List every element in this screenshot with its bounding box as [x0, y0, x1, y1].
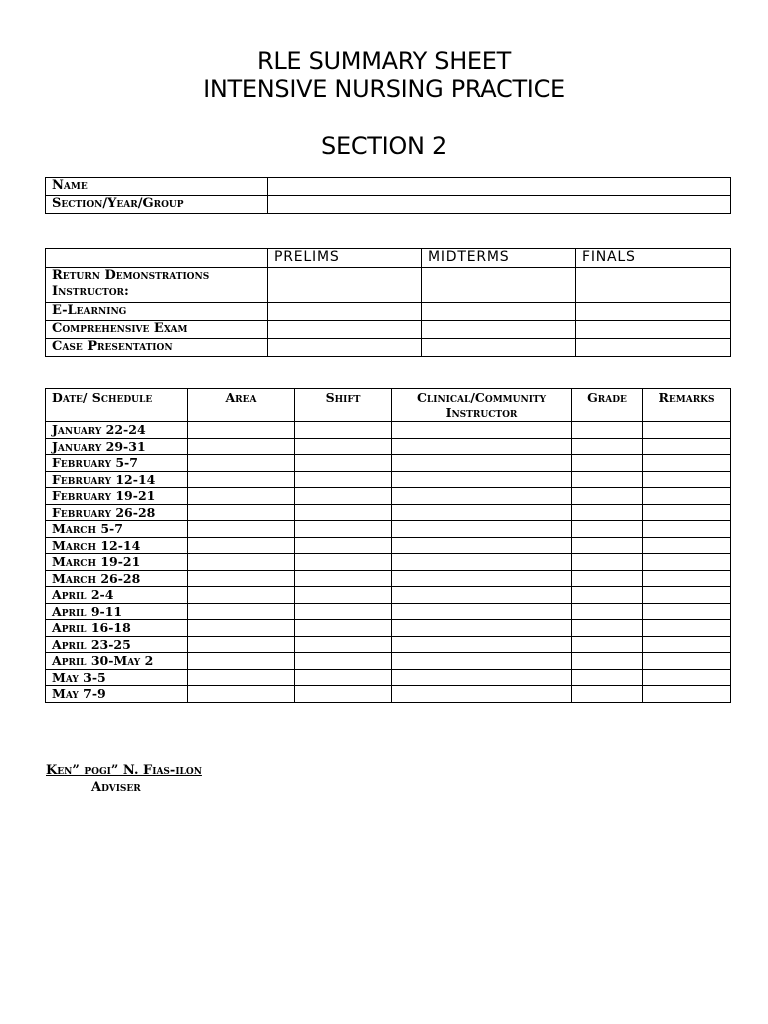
schedule-entry-cell[interactable] [392, 587, 572, 604]
schedule-date: March 26-28 [46, 570, 188, 587]
section-title: SECTION 2 [321, 132, 447, 160]
schedule-entry-cell[interactable] [572, 471, 643, 488]
schedule-date: March 5-7 [46, 521, 188, 538]
schedule-entry-cell[interactable] [572, 521, 643, 538]
schedule-entry-cell[interactable] [572, 570, 643, 587]
schedule-entry-cell[interactable] [392, 471, 572, 488]
schedule-entry-cell[interactable] [572, 603, 643, 620]
schedule-entry-cell[interactable] [188, 636, 295, 653]
schedule-entry-cell[interactable] [188, 471, 295, 488]
table-row [46, 455, 731, 472]
exam-column-header: MIDTERMS [422, 249, 576, 268]
schedule-date: April 30-May 2 [46, 653, 188, 670]
schedule-entry-cell[interactable] [295, 603, 392, 620]
table-row [46, 636, 731, 653]
schedule-entry-cell[interactable] [572, 504, 643, 521]
exam-grades-table [45, 248, 731, 357]
schedule-column-header: Shift [295, 389, 392, 422]
schedule-entry-cell[interactable] [295, 537, 392, 554]
schedule-entry-cell[interactable] [188, 620, 295, 637]
schedule-entry-cell[interactable] [572, 686, 643, 703]
exam-grade-cell[interactable] [268, 268, 422, 303]
schedule-column-header: Area [188, 389, 295, 422]
schedule-entry-cell[interactable] [188, 669, 295, 686]
schedule-date: April 16-18 [46, 620, 188, 637]
page-title: RLE SUMMARY SHEET [256, 47, 512, 75]
exam-row [46, 321, 731, 339]
schedule-table [45, 388, 731, 703]
schedule-column-header: Clinical/Community Instructor [392, 389, 572, 422]
schedule-entry-cell[interactable] [392, 537, 572, 554]
exam-grade-cell[interactable] [422, 321, 576, 339]
schedule-entry-cell[interactable] [643, 438, 731, 455]
schedule-date: April 23-25 [46, 636, 188, 653]
schedule-date: March 19-21 [46, 554, 188, 571]
exam-row [46, 268, 731, 303]
schedule-entry-cell[interactable] [188, 537, 295, 554]
table-row [46, 620, 731, 637]
schedule-entry-cell[interactable] [643, 422, 731, 439]
schedule-entry-cell[interactable] [572, 537, 643, 554]
exam-grade-cell[interactable] [576, 268, 731, 303]
exam-grade-cell[interactable] [268, 339, 422, 357]
schedule-date: March 12-14 [46, 537, 188, 554]
schedule-column-header: Grade [572, 389, 643, 422]
schedule-entry-cell[interactable] [295, 438, 392, 455]
schedule-entry-cell[interactable] [392, 686, 572, 703]
adviser-title: Adviser [91, 780, 141, 795]
exam-grade-cell[interactable] [576, 303, 731, 321]
schedule-entry-cell[interactable] [643, 554, 731, 571]
schedule-entry-cell[interactable] [295, 620, 392, 637]
exam-grade-cell[interactable] [576, 321, 731, 339]
exam-column-header: FINALS [576, 249, 731, 268]
info-row [46, 196, 731, 214]
table-row [46, 570, 731, 587]
schedule-entry-cell[interactable] [392, 438, 572, 455]
schedule-date: April 9-11 [46, 603, 188, 620]
schedule-entry-cell[interactable] [392, 603, 572, 620]
schedule-entry-cell[interactable] [572, 636, 643, 653]
schedule-entry-cell[interactable] [572, 620, 643, 637]
schedule-entry-cell[interactable] [295, 504, 392, 521]
info-value-field[interactable] [268, 196, 731, 214]
table-row [46, 686, 731, 703]
schedule-entry-cell[interactable] [392, 504, 572, 521]
schedule-entry-cell[interactable] [188, 554, 295, 571]
schedule-entry-cell[interactable] [643, 603, 731, 620]
schedule-entry-cell[interactable] [392, 422, 572, 439]
schedule-entry-cell[interactable] [295, 686, 392, 703]
schedule-entry-cell[interactable] [643, 620, 731, 637]
schedule-date: May 7-9 [46, 686, 188, 703]
schedule-entry-cell[interactable] [572, 554, 643, 571]
table-row [46, 554, 731, 571]
schedule-entry-cell[interactable] [643, 521, 731, 538]
schedule-date: January 22-24 [46, 422, 188, 439]
schedule-entry-cell[interactable] [188, 587, 295, 604]
schedule-entry-cell[interactable] [295, 488, 392, 505]
exam-row-label: Case Presentation [46, 339, 268, 357]
schedule-entry-cell[interactable] [188, 521, 295, 538]
table-row [46, 438, 731, 455]
schedule-column-header: Date/ Schedule [46, 389, 188, 422]
exam-column-header: PRELIMS [268, 249, 422, 268]
exam-column-header [46, 249, 268, 268]
exam-row-label: Comprehensive Exam [46, 321, 268, 339]
schedule-entry-cell[interactable] [295, 471, 392, 488]
exam-grade-cell[interactable] [268, 321, 422, 339]
schedule-entry-cell[interactable] [572, 587, 643, 604]
exam-grade-cell[interactable] [422, 303, 576, 321]
schedule-entry-cell[interactable] [392, 554, 572, 571]
table-row [46, 471, 731, 488]
info-value-field[interactable] [268, 178, 731, 196]
schedule-entry-cell[interactable] [295, 653, 392, 670]
schedule-entry-cell[interactable] [392, 488, 572, 505]
schedule-entry-cell[interactable] [643, 587, 731, 604]
schedule-entry-cell[interactable] [572, 455, 643, 472]
table-row [46, 653, 731, 670]
schedule-entry-cell[interactable] [188, 570, 295, 587]
schedule-entry-cell[interactable] [392, 636, 572, 653]
schedule-date: February 12-14 [46, 471, 188, 488]
schedule-entry-cell[interactable] [188, 603, 295, 620]
schedule-date: February 26-28 [46, 504, 188, 521]
schedule-date: February 19-21 [46, 488, 188, 505]
schedule-entry-cell[interactable] [188, 653, 295, 670]
schedule-entry-cell[interactable] [295, 521, 392, 538]
schedule-entry-cell[interactable] [643, 537, 731, 554]
student-info-table [45, 177, 731, 214]
exam-row [46, 339, 731, 357]
table-row [46, 603, 731, 620]
exam-row [46, 303, 731, 321]
schedule-entry-cell[interactable] [572, 653, 643, 670]
schedule-entry-cell[interactable] [295, 455, 392, 472]
schedule-entry-cell[interactable] [643, 669, 731, 686]
table-row [46, 504, 731, 521]
schedule-entry-cell[interactable] [188, 488, 295, 505]
info-row [46, 178, 731, 196]
schedule-entry-cell[interactable] [643, 504, 731, 521]
schedule-entry-cell[interactable] [295, 587, 392, 604]
table-row [46, 587, 731, 604]
schedule-entry-cell[interactable] [295, 636, 392, 653]
schedule-entry-cell[interactable] [295, 422, 392, 439]
schedule-entry-cell[interactable] [572, 488, 643, 505]
schedule-date: April 2-4 [46, 587, 188, 604]
schedule-entry-cell[interactable] [392, 620, 572, 637]
schedule-entry-cell[interactable] [572, 669, 643, 686]
schedule-entry-cell[interactable] [643, 636, 731, 653]
schedule-entry-cell[interactable] [643, 488, 731, 505]
schedule-entry-cell[interactable] [188, 504, 295, 521]
schedule-date: February 5-7 [46, 455, 188, 472]
info-label: Name [46, 178, 268, 196]
schedule-date: May 3-5 [46, 669, 188, 686]
schedule-entry-cell[interactable] [643, 570, 731, 587]
exam-grade-cell[interactable] [576, 339, 731, 357]
schedule-entry-cell[interactable] [643, 686, 731, 703]
schedule-entry-cell[interactable] [188, 438, 295, 455]
schedule-entry-cell[interactable] [392, 653, 572, 670]
schedule-entry-cell[interactable] [392, 669, 572, 686]
table-row [46, 488, 731, 505]
table-row [46, 521, 731, 538]
schedule-entry-cell[interactable] [188, 422, 295, 439]
schedule-entry-cell[interactable] [643, 653, 731, 670]
page-subtitle: INTENSIVE NURSING PRACTICE [203, 75, 565, 103]
schedule-entry-cell[interactable] [392, 455, 572, 472]
table-row [46, 669, 731, 686]
schedule-entry-cell[interactable] [188, 686, 295, 703]
schedule-entry-cell[interactable] [392, 570, 572, 587]
schedule-entry-cell[interactable] [188, 455, 295, 472]
adviser-name: Ken” pogi” N. Fias-ilon [46, 763, 202, 778]
schedule-entry-cell[interactable] [295, 570, 392, 587]
schedule-column-header: Remarks [643, 389, 731, 422]
exam-grade-cell[interactable] [422, 339, 576, 357]
schedule-entry-cell[interactable] [643, 471, 731, 488]
exam-grade-cell[interactable] [268, 303, 422, 321]
schedule-entry-cell[interactable] [295, 669, 392, 686]
exam-row-label: E-Learning [46, 303, 268, 321]
exam-grade-cell[interactable] [422, 268, 576, 303]
exam-row-label: Return Demonstrations Instructor: [46, 268, 268, 303]
info-label: Section/Year/Group [46, 196, 268, 214]
schedule-entry-cell[interactable] [392, 521, 572, 538]
table-row [46, 422, 731, 439]
table-row [46, 537, 731, 554]
schedule-entry-cell[interactable] [572, 438, 643, 455]
schedule-entry-cell[interactable] [643, 455, 731, 472]
schedule-date: January 29-31 [46, 438, 188, 455]
schedule-entry-cell[interactable] [295, 554, 392, 571]
schedule-entry-cell[interactable] [572, 422, 643, 439]
